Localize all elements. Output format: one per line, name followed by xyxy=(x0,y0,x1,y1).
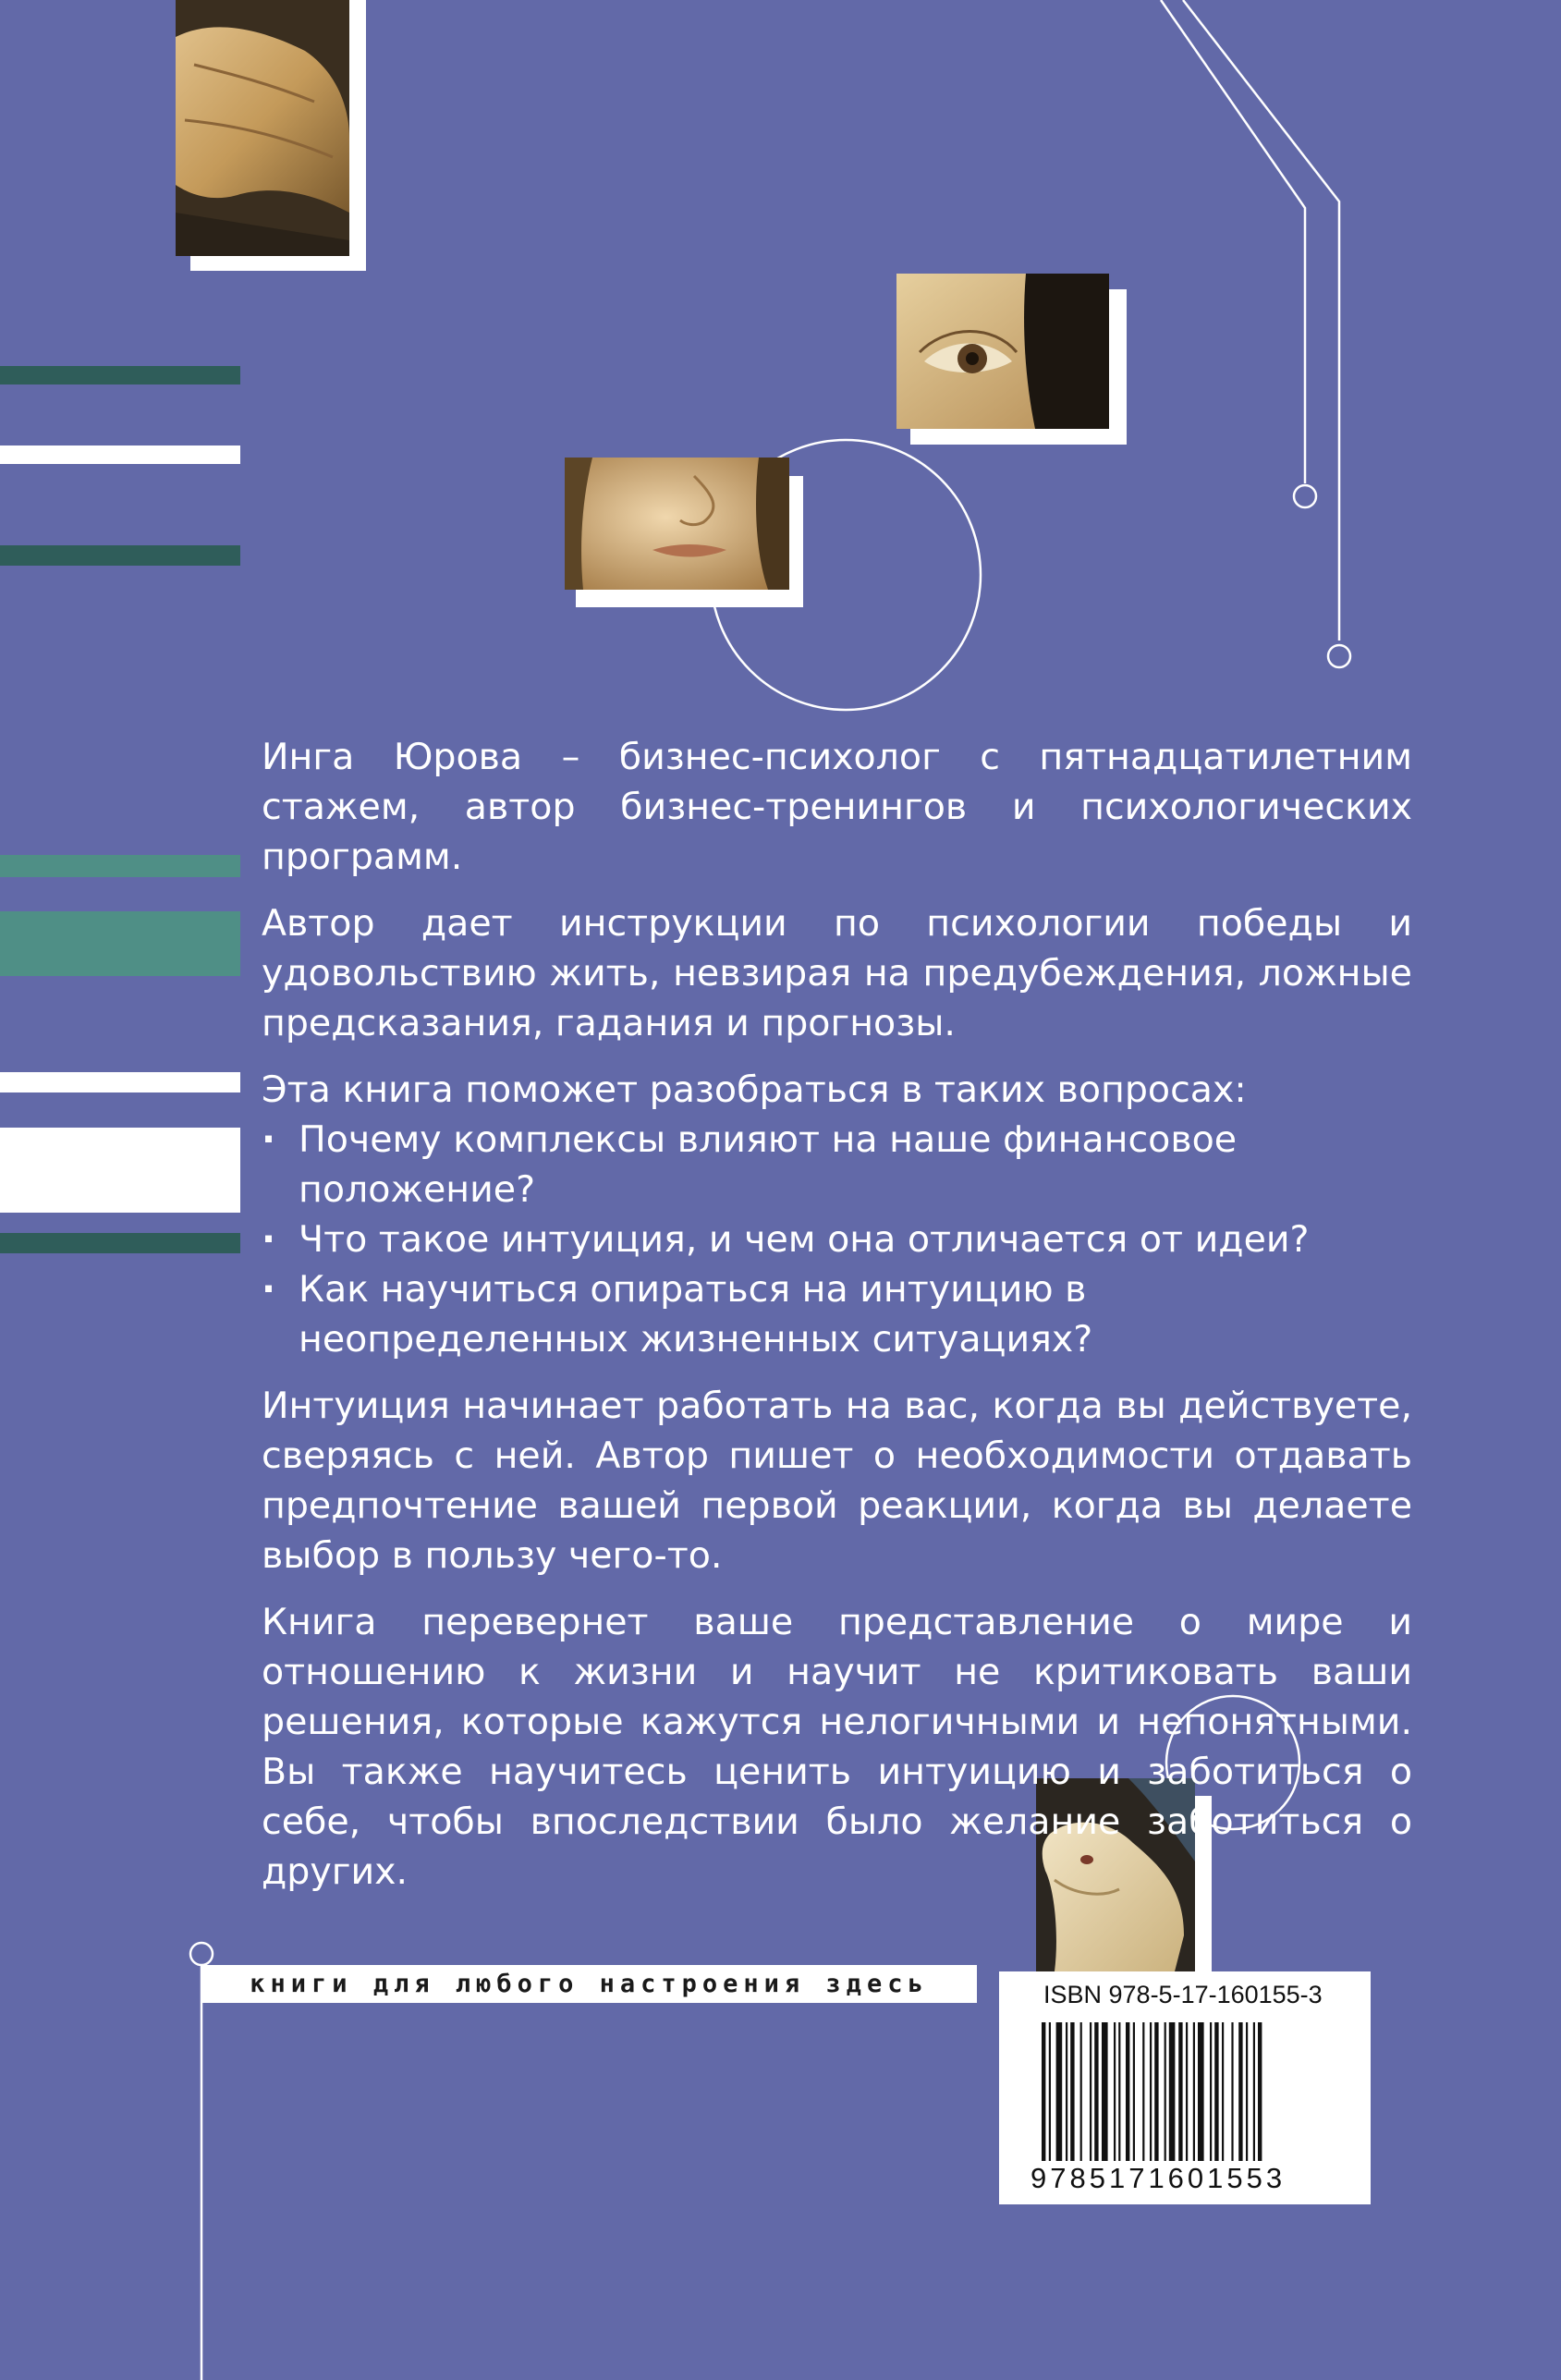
barcode xyxy=(1042,2022,1356,2161)
painting-fragment-eye xyxy=(896,274,1109,429)
barcode-bar xyxy=(1210,2022,1212,2161)
description-list-intro: Эта книга поможет разобраться в таких вопросах: xyxy=(262,1068,1247,1111)
barcode-bar xyxy=(1214,2022,1218,2161)
description-paragraph-intuition: Интуиция начинает работать на вас, когда вы действуете, сверяясь с ней. Автор пишет о необходимости отдавать предпочтение вашей первой реакции, когда вы делаете выбор в пользу чего-то. xyxy=(262,1385,1412,1577)
barcode-bar xyxy=(1193,2022,1195,2161)
painting-fragment-mouth xyxy=(565,458,789,590)
barcode-bar xyxy=(1080,2022,1082,2161)
barcode-bar xyxy=(1253,2022,1255,2161)
barcode-bar xyxy=(1049,2022,1051,2161)
barcode-bar xyxy=(1186,2022,1188,2161)
question-item: · Почему комплексы влияют на наше финансовое положение? xyxy=(262,1115,1412,1214)
barcode-bar xyxy=(1238,2022,1242,2161)
barcode-bar xyxy=(1154,2022,1158,2161)
barcode-digits: 9785171601553 xyxy=(1031,2162,1287,2194)
barcode-bar xyxy=(1165,2022,1166,2161)
barcode-bar xyxy=(1090,2022,1091,2161)
barcode-bar xyxy=(1231,2022,1233,2161)
isbn-label: ISBN 978-5-17-160155-3 xyxy=(1043,1981,1323,2008)
barcode-bar xyxy=(1094,2022,1098,2161)
barcode-bar xyxy=(1169,2022,1176,2161)
description-paragraph-conclusion: Книга перевернет ваше представление о мире и отношению к жизни и научит не критиковать ваши решения, которые кажутся нелогичными и непонятными. Вы также научитесь ценить интуицию и заботиться о себе, чтобы впоследствии было желание заботиться о других. xyxy=(262,1601,1412,1893)
barcode-bar xyxy=(1126,2022,1129,2161)
series-tagline: книги для любого настроения здесь xyxy=(201,1965,977,2003)
barcode-bar xyxy=(1070,2022,1074,2161)
barcode-bar xyxy=(1222,2022,1224,2161)
barcode-bar xyxy=(1056,2022,1063,2161)
question-item: · Как научиться опираться на интуицию в неопределенных жизненных ситуациях? xyxy=(262,1264,1412,1364)
barcode-bar xyxy=(1118,2022,1120,2161)
barcode-bar xyxy=(1142,2022,1144,2161)
description-paragraph-instructions: Автор дает инструкции по психологии победы и удовольствию жить, невзирая на предубеждения, ложные предсказания, гадания и прогнозы. xyxy=(262,902,1412,1044)
barcode-bar xyxy=(1114,2022,1116,2161)
book-description xyxy=(262,732,1412,1913)
barcode-bar xyxy=(1133,2022,1135,2161)
barcode-bar xyxy=(1198,2022,1204,2161)
barcode-bar xyxy=(1042,2022,1045,2161)
barcode-bar xyxy=(1150,2022,1152,2161)
questions-list xyxy=(262,1115,1412,1364)
barcode-bar xyxy=(1178,2022,1182,2161)
description-paragraph-author: Инга Юрова – бизнес-психолог с пятнадцатилетним стажем, автор бизнес-тренингов и психологических программ. xyxy=(262,736,1412,878)
question-item: · Что такое интуиция, и чем она отличается от идеи? xyxy=(262,1214,1412,1264)
isbn-barcode-block xyxy=(999,1971,1371,2204)
painting-fragment-hand xyxy=(176,0,349,256)
barcode-bar xyxy=(1246,2022,1248,2161)
barcode-bar xyxy=(1258,2022,1262,2161)
barcode-bar xyxy=(1102,2022,1108,2161)
barcode-bar xyxy=(1066,2022,1067,2161)
